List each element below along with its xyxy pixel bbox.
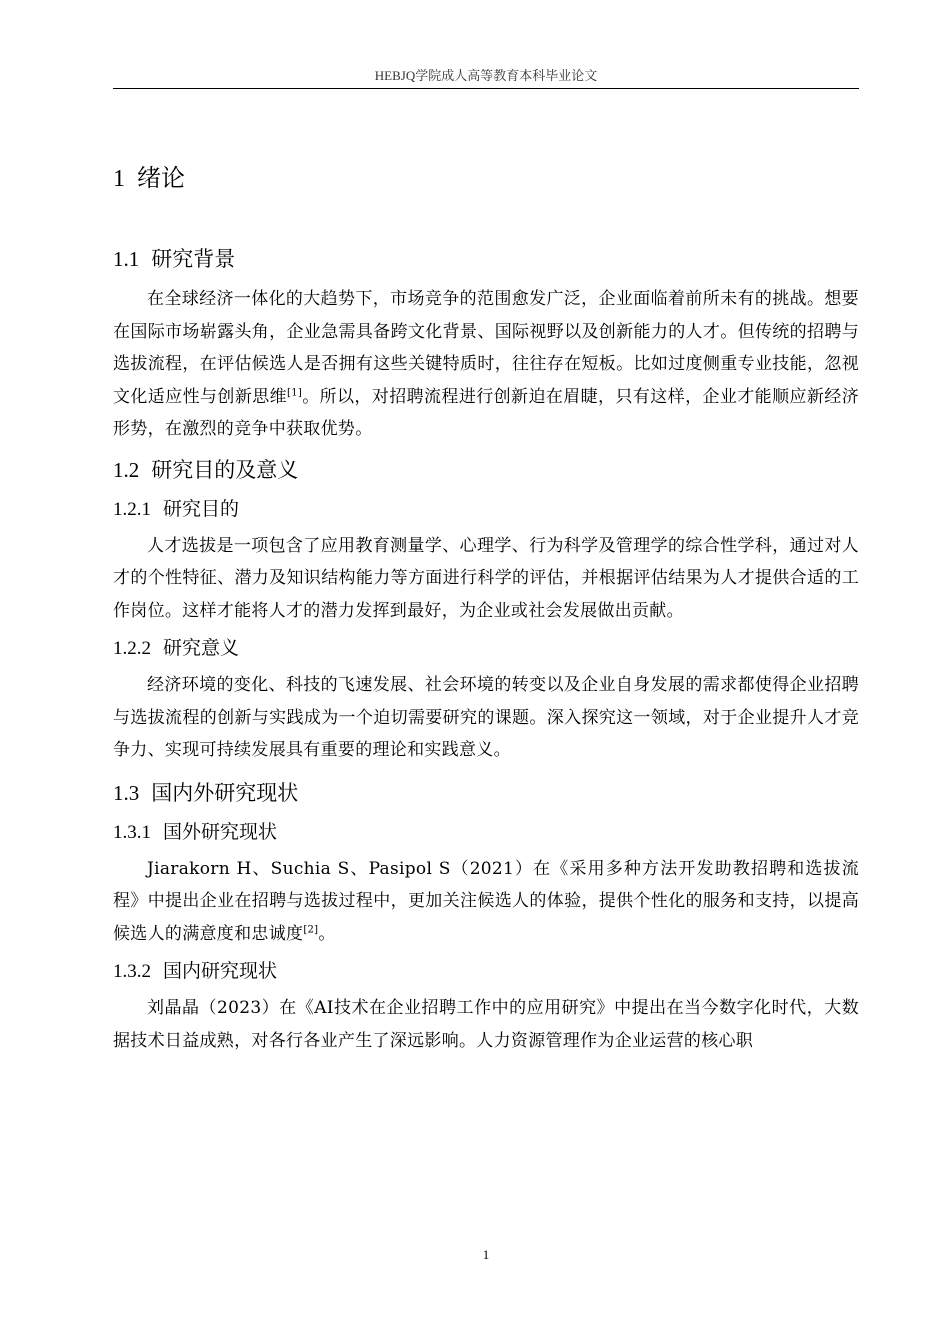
- paragraph-text: 。所以，对招聘流程进行创新迫在眉睫，只有这样，企业才能顺应新经济形势，在激烈的竞争中获取优势。: [113, 386, 859, 439]
- subsection-number: 1.2.2: [113, 638, 151, 659]
- subsection-heading-1-2-1: [113, 494, 859, 525]
- section-number: 1.1: [113, 247, 140, 271]
- subsection-heading-1-3-2: [113, 956, 859, 987]
- subsection-number: 1.2.1: [113, 498, 151, 520]
- section-heading-1-2: [113, 454, 859, 486]
- paragraph-foreign-research: [113, 853, 859, 951]
- header-rule: [113, 88, 859, 89]
- section-title: 国内外研究现状: [151, 780, 299, 805]
- paragraph-research-background: [113, 283, 859, 446]
- chapter-title: 绪论: [137, 164, 185, 192]
- subsection-title: 研究意义: [163, 637, 240, 659]
- subsection-number: 1.3.2: [113, 961, 151, 982]
- paragraph-research-purpose: 人才选拔是一项包含了应用教育测量学、心理学、行为科学及管理学的综合性学科，通过对人才的个性特征、潜力及知识结构能力等方面进行科学的评估，并根据评估结果为人才提供合适的工作岗位。这样才能将人才的潜力发挥到最好，为企业或社会发展做出贡献。: [113, 535, 859, 621]
- subsection-title: 研究目的: [163, 497, 240, 520]
- subsection-number: 1.3.1: [113, 821, 151, 843]
- section-title: 研究背景: [151, 247, 236, 271]
- section-title: 研究目的及意义: [151, 457, 299, 482]
- page-number: 1: [482, 1247, 490, 1262]
- page-content: [113, 155, 859, 1057]
- section-heading-1-1: [113, 243, 859, 275]
- chapter-heading: [113, 155, 859, 201]
- paragraph-text: 在全球经济一体化的大趋势下，市场竞争的范围愈发广泛，企业面临着前所未有的挑战。想要在国际市场崭露头角，企业急需具备跨文化背景、国际视野以及创新能力的人才。但传统的招聘与选拔流程，在评估候选人是否拥有这些关键特质时，往往存在短板。比如过度侧重专业技能，忽视文化适应性与创新思维: [113, 289, 859, 407]
- paragraph-text: Jiarakorn H、Suchia S、Pasipol S（2021）在《采用多种方法开发助教招聘和选拔流程》中提出企业在招聘与选拔过程中，更加关注候选人的体验，提供个性化的服务和支持，以提高候选人的满意度和忠诚度: [113, 858, 859, 944]
- subsection-title: 国内研究现状: [163, 960, 278, 982]
- section-number: 1.3: [113, 780, 140, 805]
- citation-ref: [2]: [303, 923, 319, 935]
- subsection-heading-1-3-1: [113, 817, 859, 848]
- section-number: 1.2: [113, 457, 140, 482]
- paragraph-research-significance: 经济环境的变化、科技的飞速发展、社会环境的转变以及企业自身发展的需求都使得企业招聘与选拔流程的创新与实践成为一个迫切需要研究的课题。深入探究这一领域，对于企业提升人才竞争力、实现可持续发展具有重要的理论和实践意义。: [113, 675, 859, 760]
- chapter-number: 1: [113, 166, 125, 192]
- paragraph-text: 。: [318, 923, 336, 944]
- subsection-title: 国外研究现状: [163, 820, 278, 843]
- paragraph-domestic-research: 刘晶晶（2023）在《AI技术在企业招聘工作中的应用研究》中提出在当今数字化时代，大数据技术日益成熟，对各行各业产生了深远影响。人力资源管理作为企业运营的核心职: [113, 998, 859, 1051]
- subsection-heading-1-2-2: [113, 633, 859, 664]
- section-heading-1-3: [113, 777, 859, 809]
- citation-ref: [1]: [287, 386, 303, 398]
- running-header: HEBJQ学院成人高等教育本科毕业论文: [374, 68, 598, 83]
